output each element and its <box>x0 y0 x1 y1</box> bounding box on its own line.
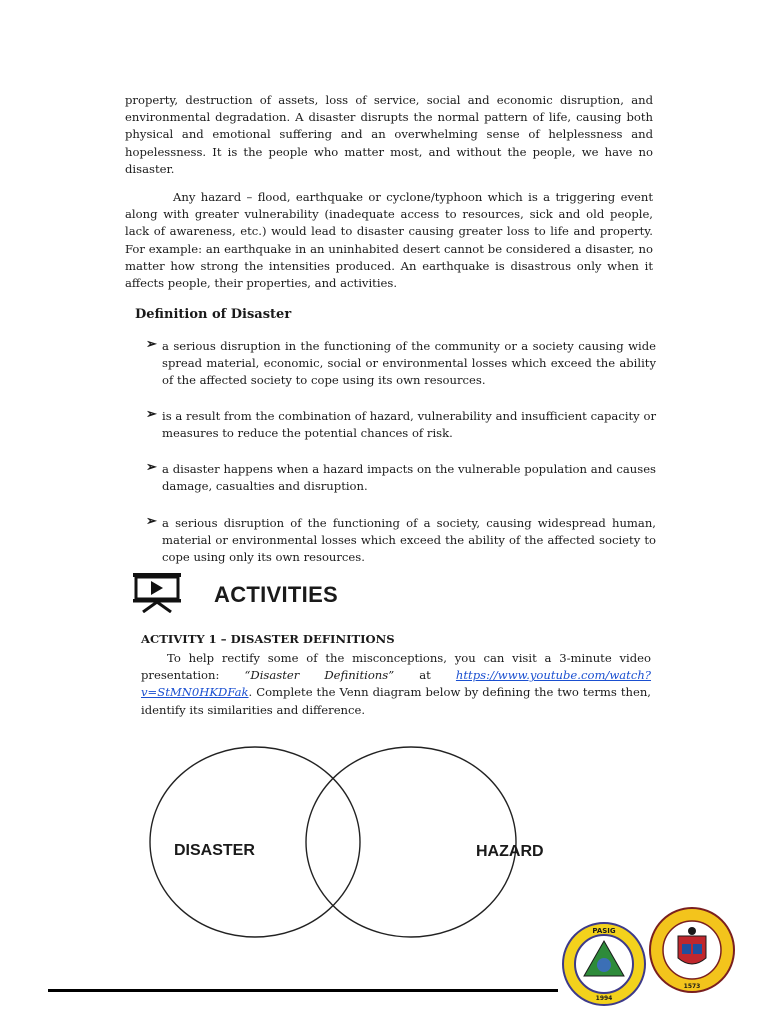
intro-paragraph: property, destruction of assets, loss of service, social and economic disruption, and environmental degradation. A disaster disrupts the normal pattern of life, causing both physical and emotional suffering and an overwhelming sense of helplessness and hopelessness. It is the people who matter most, and without the people, we have no disaster. <box>125 93 653 176</box>
hazard-paragraph: Any hazard – flood, earthquake or cyclone/typhoon which is a triggering event along with greater vulnerability (inadequate access to resources, sick and old people, lack of awareness, etc.) would lead to disaster causing greater loss to life and property. For example: an earthquake in an uninhabited desert cannot be considered a disaster, no matter how strong the intensities produced. An earthquake is disastrous only when it affects people, their properties, and activities. <box>125 190 653 291</box>
activities-title: ACTIVITIES <box>214 582 339 607</box>
svg-text:1994: 1994 <box>595 995 613 1002</box>
venn-disaster-label: DISASTER <box>174 842 255 859</box>
bullet-text: is a result from the combination of hazard, vulnerability and insufficient capacity or measures to reduce the potential chances of risk. <box>162 409 656 440</box>
arrow-bullet-icon: ➢ <box>146 514 157 529</box>
pasig-city-seal-logo <box>648 906 736 994</box>
definition-bullet <box>146 461 656 495</box>
footer-rule <box>48 989 558 992</box>
bullet-text: a disaster happens when a hazard impacts on the vulnerable population and causes damage, casualties and disruption. <box>162 462 656 493</box>
at-word: at <box>419 668 431 683</box>
arrow-bullet-icon: ➢ <box>146 407 157 422</box>
bullet-text: a serious disruption in the functioning of the community or a society causing wide spread material, economic, social or environmental losses which exceed the ability of the affected society to cope using its own resources. <box>162 339 656 387</box>
activity1-instructions <box>141 650 651 719</box>
svg-text:PASIG: PASIG <box>592 927 616 935</box>
bullet-text: a serious disruption of the functioning of a society, causing widespread human, material or environmental losses which exceed the ability of the affected society to cope using only its own resources. <box>162 516 656 564</box>
activity1-title: ACTIVITY 1 – DISASTER DEFINITIONS <box>141 632 395 646</box>
venn-diagram <box>145 738 565 943</box>
venn-right-circle <box>306 747 516 937</box>
arrow-bullet-icon: ➢ <box>146 460 157 475</box>
presentation-board-icon <box>131 571 183 613</box>
definition-bullet <box>146 408 656 442</box>
activity1-rest: . Complete the Venn diagram below by defining the two terms then, identify its similarities and difference. <box>141 685 651 717</box>
definition-bullet <box>146 338 656 389</box>
definition-heading: Definition of Disaster <box>135 307 292 322</box>
video-title: “Disaster Definitions” <box>244 668 395 683</box>
venn-hazard-label: HAZARD <box>476 843 544 860</box>
svg-text:1573: 1573 <box>683 983 701 990</box>
division-of-pasig-seal-logo <box>561 921 647 1007</box>
definition-bullet <box>146 515 656 566</box>
arrow-bullet-icon: ➢ <box>146 337 157 352</box>
youtube-link[interactable]: https://www.youtube.com/watch?v=StMN0HKDFak <box>141 668 652 700</box>
activity1-intro: To help rectify some of the misconceptions, you can visit a 3-minute video presentation: <box>141 651 651 683</box>
